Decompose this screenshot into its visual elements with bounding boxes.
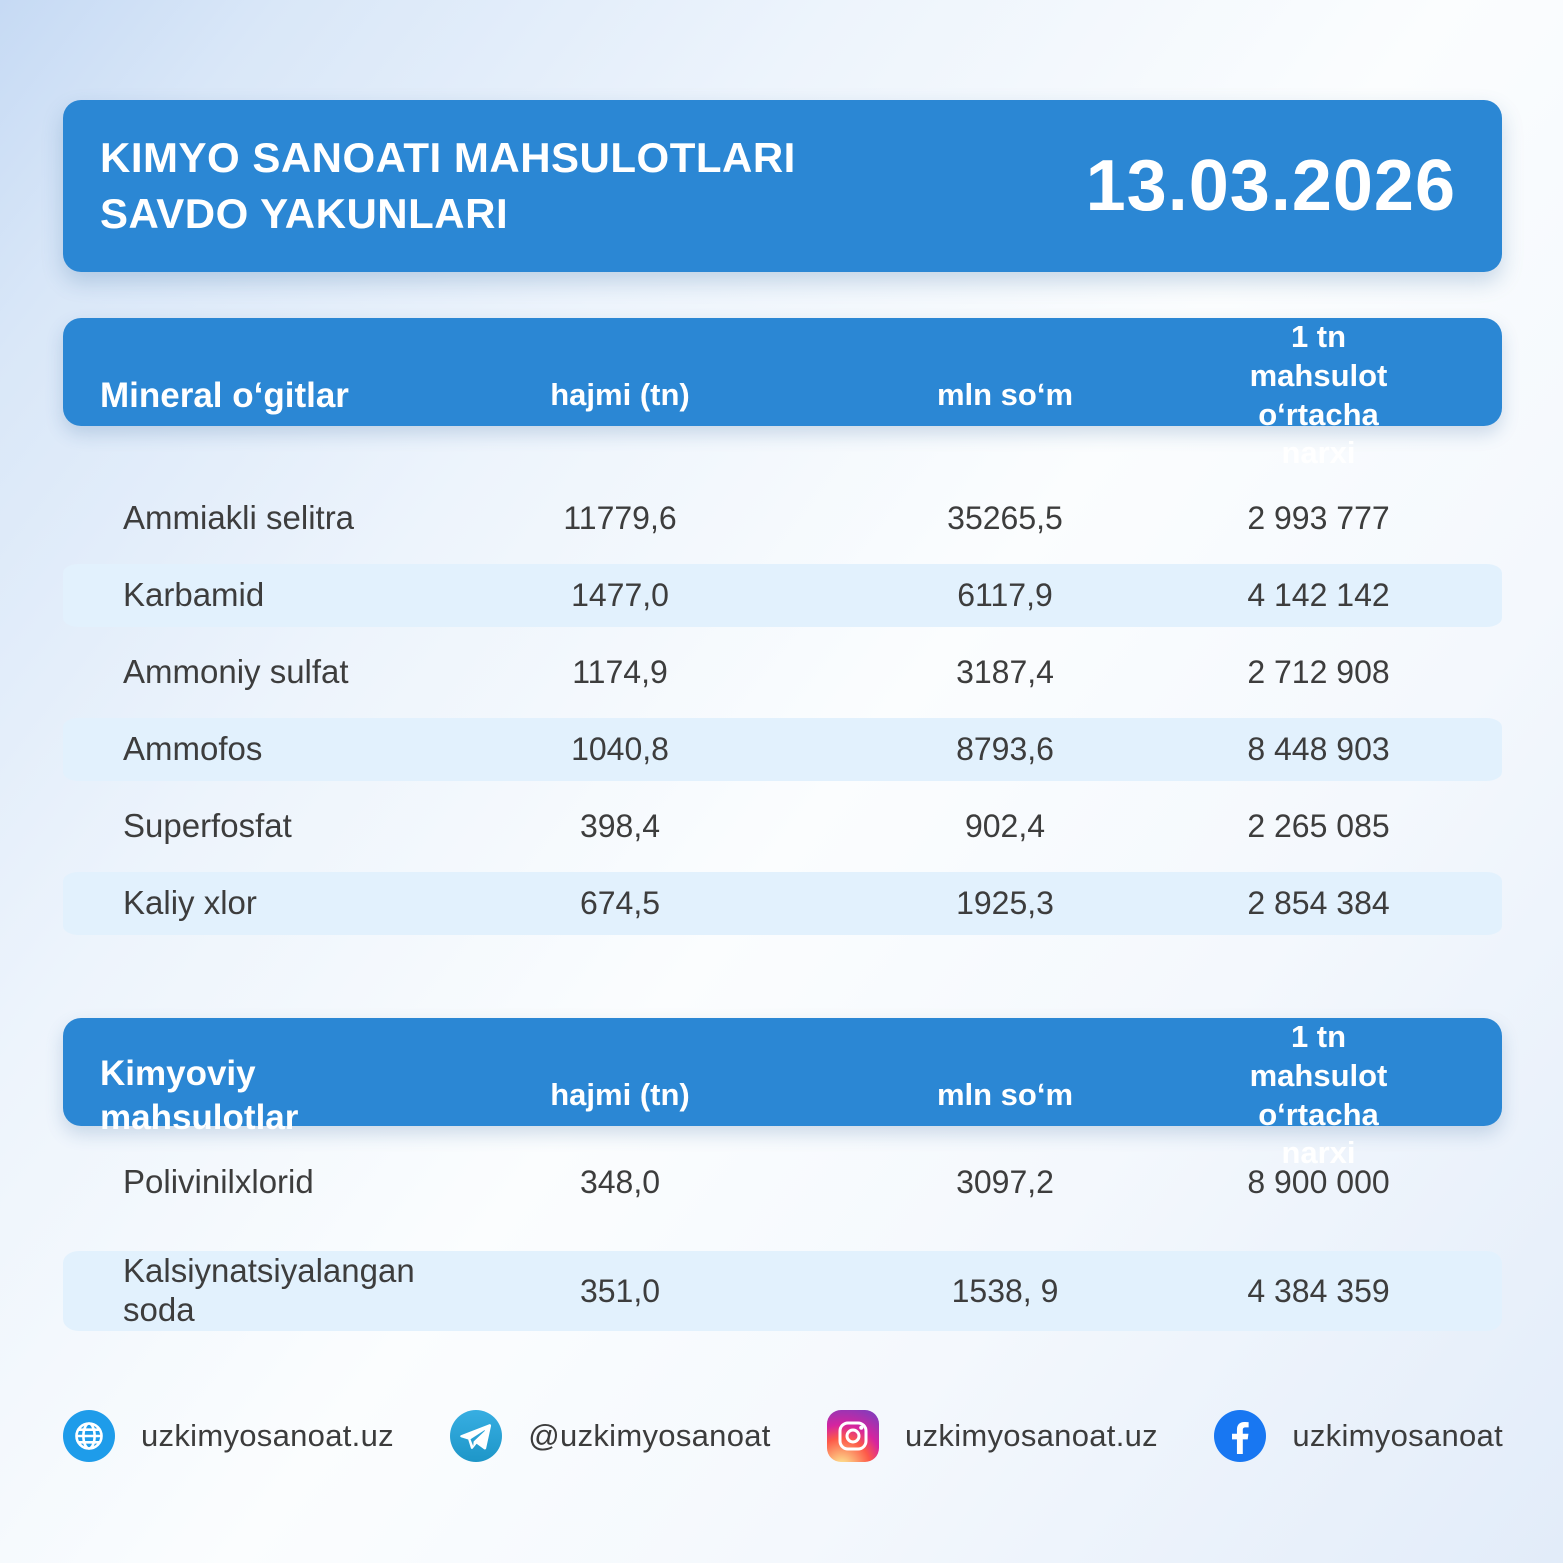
telegram-icon (450, 1410, 502, 1462)
mln-cell: 3097,2 (956, 1164, 1054, 1200)
page-title (100, 130, 796, 242)
narx-cell: 4 142 142 (1247, 577, 1390, 613)
hajmi-cell: 11779,6 (563, 500, 677, 536)
column-header-narx: 1 tn mahsulot oʻrtacha narxi (1249, 319, 1388, 471)
mln-cell: 35265,5 (947, 500, 1063, 536)
mln-cell: 1925,3 (956, 885, 1054, 921)
instagram-label: uzkimyosanoat.uz (905, 1418, 1158, 1453)
mineral-table-body (63, 480, 1502, 942)
mln-cell: 902,4 (964, 808, 1046, 844)
narx-cell: 2 265 085 (1247, 808, 1390, 844)
product-name-cell: Superfosfat (123, 807, 292, 845)
hajmi-cell: 1040,8 (571, 731, 669, 767)
hajmi-cell: 348,0 (579, 1164, 661, 1200)
hajmi-cell: 1174,9 (572, 654, 668, 690)
product-name-cell: Ammofos (123, 730, 263, 768)
product-name-cell: Kalsiynatsiyalangan soda (123, 1252, 415, 1328)
mln-cell: 1538, 9 (951, 1272, 1059, 1309)
mineral-table-header (63, 318, 1502, 471)
product-name-cell: Ammoniy sulfat (123, 653, 349, 691)
footer-social-bar (63, 1410, 1503, 1462)
narx-cell: 8 900 000 (1247, 1164, 1390, 1200)
narx-cell: 8 448 903 (1247, 731, 1390, 767)
hajmi-cell: 674,5 (579, 885, 661, 921)
page-title-line2: SAVDO YAKUNLARI (100, 190, 509, 237)
narx-cell: 2 712 908 (1247, 654, 1390, 690)
website-label: uzkimyosanoat.uz (141, 1418, 394, 1453)
column-header-mln: mln soʻm (936, 1077, 1074, 1113)
telegram-link[interactable] (450, 1410, 770, 1462)
hajmi-cell: 351,0 (579, 1272, 661, 1309)
chemical-table-title: Kimyoviy mahsulotlar (100, 1053, 299, 1137)
column-header-hajmi: hajmi (tn) (550, 377, 690, 413)
telegram-label: @uzkimyosanoat (528, 1418, 771, 1453)
hajmi-cell: 1477,0 (571, 577, 669, 613)
website-link[interactable] (63, 1410, 394, 1462)
facebook-label: uzkimyosanoat (1292, 1418, 1503, 1453)
chemical-table-body (63, 1144, 1502, 1335)
table-row (63, 557, 1502, 634)
product-name-cell: Ammiakli selitra (123, 499, 355, 537)
facebook-link[interactable] (1214, 1410, 1503, 1462)
table-row (63, 711, 1502, 788)
product-name-cell: Kaliy xlor (123, 884, 257, 922)
table-row (63, 865, 1502, 942)
mln-cell: 8793,6 (956, 731, 1054, 767)
mln-cell: 3187,4 (956, 654, 1054, 690)
globe-icon (63, 1410, 115, 1462)
narx-cell: 4 384 359 (1247, 1272, 1390, 1309)
table-row (63, 1247, 1502, 1335)
mln-cell: 6117,9 (957, 577, 1053, 613)
product-name-cell: Polivinilxlorid (123, 1163, 314, 1201)
table-row (63, 634, 1502, 711)
facebook-icon (1214, 1410, 1266, 1462)
column-header-mln: mln soʻm (936, 377, 1074, 413)
product-name-cell: Karbamid (123, 576, 265, 614)
narx-cell: 2 993 777 (1247, 500, 1390, 536)
header-card (63, 100, 1502, 272)
hajmi-cell: 398,4 (579, 808, 661, 844)
column-header-hajmi: hajmi (tn) (550, 1077, 690, 1113)
page-title-line1: KIMYO SANOATI MAHSULOTLARI (100, 134, 796, 182)
narx-cell: 2 854 384 (1247, 885, 1390, 921)
report-date: 13.03.2026 (1085, 146, 1456, 226)
column-header-narx: 1 tn mahsulot oʻrtacha narxi (1249, 1019, 1388, 1171)
mineral-table-title: Mineral oʻgitlar (100, 375, 349, 415)
table-row (63, 788, 1502, 865)
instagram-link[interactable] (827, 1410, 1158, 1462)
table-row (63, 480, 1502, 557)
table-row (63, 1144, 1502, 1221)
chemical-table-header (63, 1018, 1502, 1171)
instagram-icon (827, 1410, 879, 1462)
